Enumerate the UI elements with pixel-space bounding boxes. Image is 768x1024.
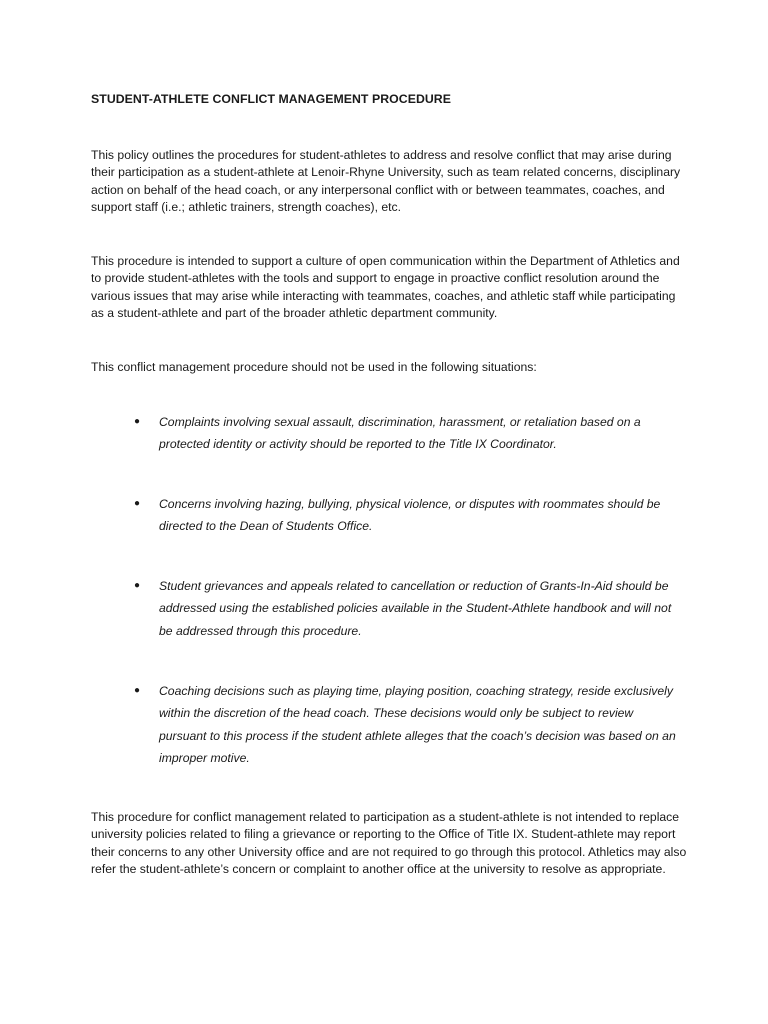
bullet-icon: ●	[134, 498, 141, 509]
bullet-icon: ●	[134, 580, 141, 591]
exclusion-text: Complaints involving sexual assault, discrimination, harassment, or retaliation based on a protected identity or activity should be reported to the Title IX Coordinator.	[159, 415, 641, 452]
purpose-paragraph: This procedure is intended to support a culture of open communication within the Department of Athletics and to provide student-athletes with the tools and support to engage in proactive conflict resolution around the various issues that may arise while interacting with teammates, coaches, and athletic staff while participating as a student-athlete and part of the broader athletic department community.	[91, 254, 680, 321]
intro-paragraph: This policy outlines the procedures for student-athletes to address and resolve conflict that may arise during their participation as a student-athlete at Lenoir-Rhyne University, such as team related concerns, disciplinary action on behalf of the head coach, or any interpersonal conflict with or between teammates, coaches, and support staff (i.e.; athletic trainers, strength coaches), etc.	[91, 148, 681, 215]
document-title: STUDENT-ATHLETE CONFLICT MANAGEMENT PROCEDURE	[91, 92, 451, 106]
exclusion-text: Coaching decisions such as playing time, playing position, coaching strategy, reside exclusively within the discretion of the head coach. These decisions would only be subject to review pursuant to this process if the student athlete alleges that the coach’s decision was based on an improper motive.	[159, 684, 676, 765]
exclusions-intro-paragraph: This conflict management procedure should not be used in the following situations:	[91, 360, 537, 374]
exclusion-text: Student grievances and appeals related to cancellation or reduction of Grants-In-Aid should be addressed using the established policies available in the Student-Athlete handbook and will not be addressed through this procedure.	[159, 579, 672, 638]
closing-paragraph: This procedure for conflict management related to participation as a student-athlete is not intended to replace university policies related to filing a grievance or reporting to the Office of Title IX. Student-athlete may report their concerns to any other University office and are not required to go through this protocol. Athletics may also refer the student-athlete’s concern or complaint to another office at the university to resolve as appropriate.	[91, 810, 687, 877]
bullet-icon: ●	[134, 416, 141, 427]
exclusion-text: Concerns involving hazing, bullying, physical violence, or disputes with roommates should be directed to the Dean of Students Office.	[159, 497, 661, 534]
bullet-icon: ●	[134, 685, 141, 696]
